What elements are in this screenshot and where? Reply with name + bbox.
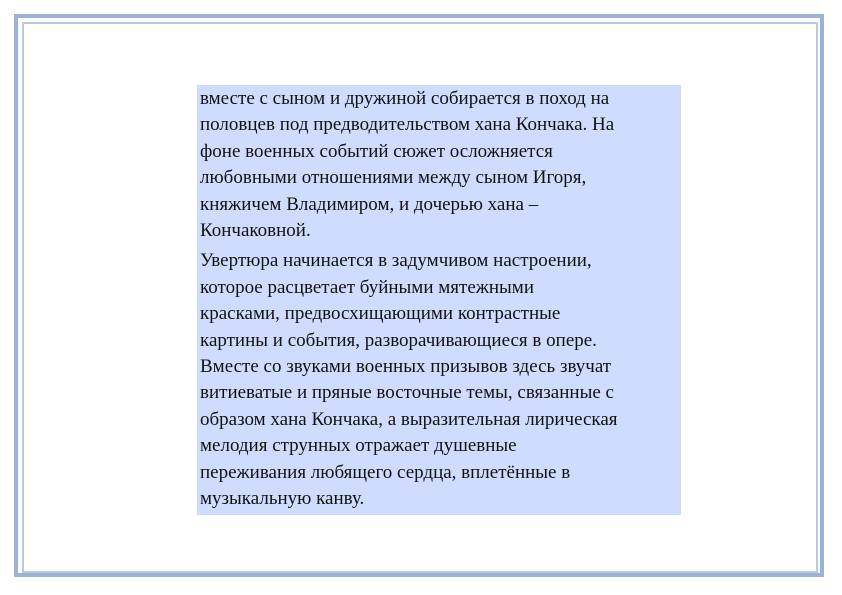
text-line: княжичем Владимиром, и дочерью хана – <box>200 193 539 215</box>
text-line: витиеватые и пряные восточные темы, связанные с <box>200 382 614 404</box>
text-line: Вместе со звуками военных призывов здесь звучат <box>200 356 612 378</box>
text-line: фоне военных событий сюжет осложняется <box>200 140 553 162</box>
paragraph-overture <box>200 248 679 512</box>
text-line: красками, предвосхищающими контрастные <box>200 303 561 325</box>
text-line: музыкальную канву. <box>200 488 365 510</box>
paragraph-plot <box>200 86 679 244</box>
text-line: Увертюра начинается в задумчивом настроении, <box>200 250 592 272</box>
text-line: переживания любящего сердца, вплетённые в <box>200 461 571 483</box>
text-line: картины и события, разворачивающиеся в опере. <box>200 329 597 351</box>
text-box <box>197 85 681 515</box>
text-line: Кончаковной. <box>200 220 311 242</box>
text-line: любовными отношениями между сыном Игоря, <box>200 167 587 189</box>
text-line: вместе с сыном и дружиной собирается в поход на <box>200 88 610 109</box>
text-line: половцев под предводительством хана Кончака. На <box>200 114 615 136</box>
text-line: мелодия струнных отражает душевные <box>200 435 517 457</box>
text-line: образом хана Кончака, а выразительная лирическая <box>200 408 618 430</box>
text-line: которое расцветает буйными мятежными <box>200 276 535 298</box>
